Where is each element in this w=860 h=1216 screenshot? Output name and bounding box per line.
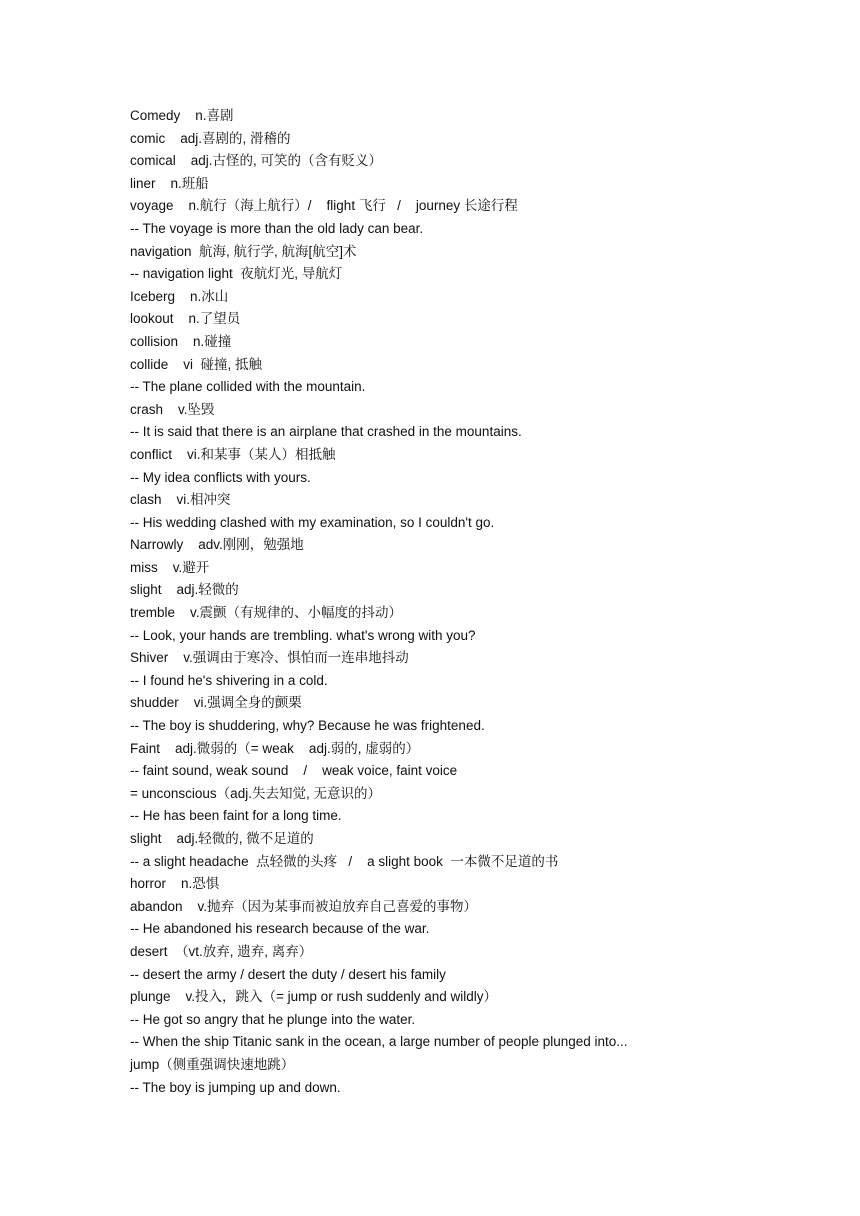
vocab-entry: conflict vi.和某事（某人）相抵触 bbox=[130, 446, 336, 462]
vocab-entry: desert （vt.放弃, 遗弃, 离弃） bbox=[130, 943, 313, 959]
vocab-entry: abandon v.抛弃（因为某事而被迫放弃自己喜爱的事物） bbox=[130, 898, 478, 914]
vocab-entry: comic adj.喜剧的, 滑稽的 bbox=[130, 130, 291, 146]
vocab-entry: collide vi 碰撞, 抵触 bbox=[130, 356, 263, 372]
vocab-entry: lookout n.了望员 bbox=[130, 311, 241, 327]
vocab-entry: voyage n.航行（海上航行）/ flight 飞行 / journey 长途行程 bbox=[130, 198, 518, 214]
vocab-entry: navigation 航海, 航行学, 航海[航空]术 bbox=[130, 243, 357, 259]
example-line: -- It is said that there is an airplane that crashed in the mountains. bbox=[130, 424, 522, 440]
example-line: -- The boy is jumping up and down. bbox=[130, 1079, 341, 1095]
vocab-entry: comical adj.古怪的, 可笑的（含有贬义） bbox=[130, 153, 383, 169]
example-line: -- I found he's shivering in a cold. bbox=[130, 672, 328, 688]
vocab-entry: slight adj.轻微的 bbox=[130, 582, 239, 598]
vocab-entry: miss v.避开 bbox=[130, 559, 210, 575]
vocab-entry: Narrowly adv.刚刚，勉强地 bbox=[130, 537, 304, 553]
example-line: -- The plane collided with the mountain. bbox=[130, 379, 366, 395]
vocab-entry: Iceberg n.冰山 bbox=[130, 288, 229, 304]
vocab-entry: clash vi.相冲突 bbox=[130, 492, 231, 508]
vocab-entry: horror n.恐惧 bbox=[130, 876, 220, 892]
vocab-entry: jump（侧重强调快速地跳） bbox=[130, 1056, 295, 1072]
example-line: -- a slight headache 点轻微的头疼 / a slight book 一本微不足道的书 bbox=[130, 853, 559, 869]
example-line: = unconscious（adj.失去知觉, 无意识的） bbox=[130, 785, 381, 801]
vocab-entry: Shiver v.强调由于寒冷、惧怕而一连串地抖动 bbox=[130, 650, 409, 666]
example-line: -- desert the army / desert the duty / desert his family bbox=[130, 966, 446, 982]
vocab-entry: Faint adj.微弱的（= weak adj.弱的, 虚弱的） bbox=[130, 740, 420, 756]
vocab-entry: shudder vi.强调全身的颤栗 bbox=[130, 695, 302, 711]
example-line: -- My idea conflicts with yours. bbox=[130, 469, 311, 485]
example-line: -- When the ship Titanic sank in the ocean, a large number of people plunged into... bbox=[130, 1034, 628, 1050]
example-line: -- Look, your hands are trembling. what's wrong with you? bbox=[130, 627, 476, 643]
vocab-entry: slight adj.轻微的, 微不足道的 bbox=[130, 831, 314, 846]
example-line: -- He got so angry that he plunge into the water. bbox=[130, 1011, 416, 1027]
example-line: -- faint sound, weak sound / weak voice, faint voice bbox=[130, 763, 458, 779]
vocab-entry: collision n.碰撞 bbox=[130, 333, 232, 349]
vocab-entry: plunge v.投入，跳入（= jump or rush suddenly and wildly） bbox=[130, 989, 498, 1005]
example-line: -- navigation light 夜航灯光, 导航灯 bbox=[130, 266, 343, 282]
example-line: -- He abandoned his research because of the war. bbox=[130, 921, 430, 937]
vocabulary-notes bbox=[130, 105, 830, 1099]
vocab-entry: liner n.班船 bbox=[130, 175, 209, 191]
vocab-entry: Comedy n.喜剧 bbox=[130, 108, 234, 123]
example-line: -- The boy is shuddering, why? Because he was frightened. bbox=[130, 718, 485, 734]
vocab-entry: tremble v.震颤（有规律的、小幅度的抖动） bbox=[130, 605, 403, 621]
example-line: -- He has been faint for a long time. bbox=[130, 808, 342, 824]
example-line: -- His wedding clashed with my examination, so I couldn't go. bbox=[130, 514, 495, 530]
example-line: -- The voyage is more than the old lady can bear. bbox=[130, 220, 424, 236]
vocab-entry: crash v.坠毁 bbox=[130, 401, 215, 417]
